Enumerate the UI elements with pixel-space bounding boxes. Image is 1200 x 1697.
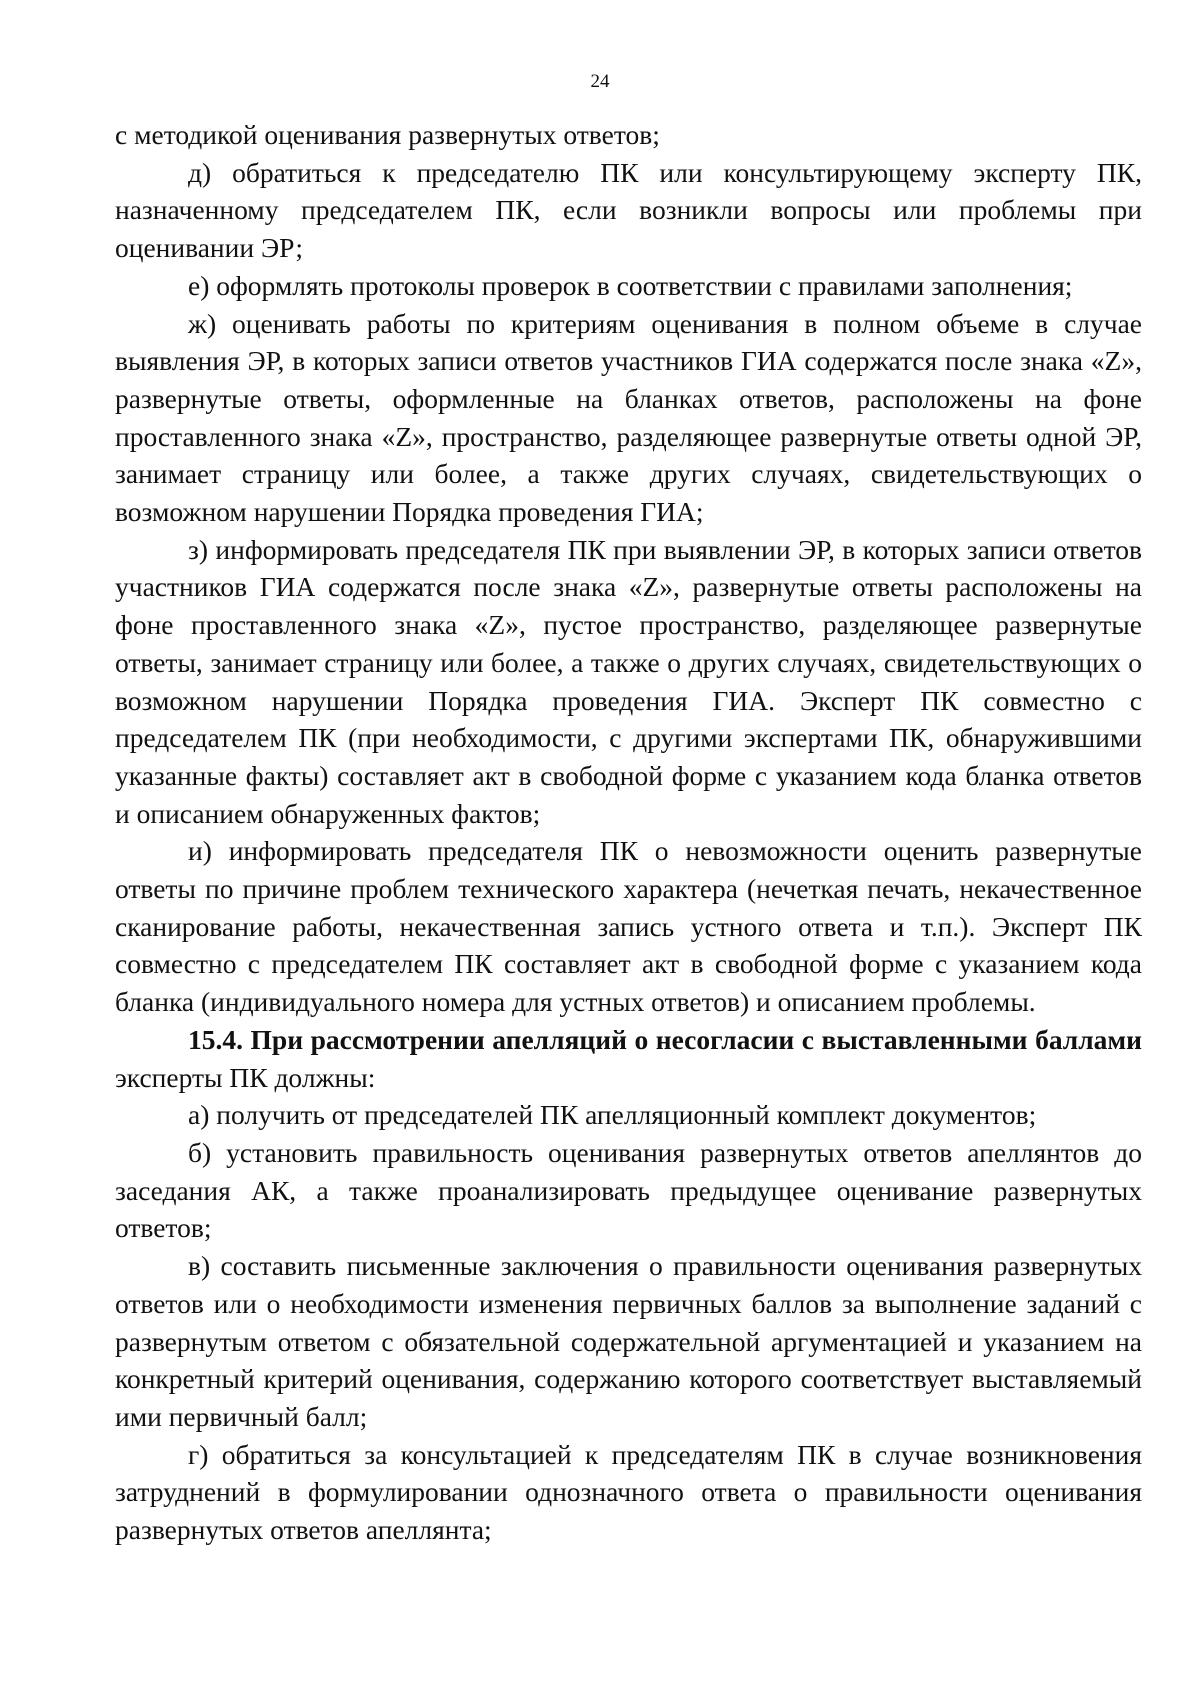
- paragraph-item-e: е) оформлять протоколы проверок в соответствии с правилами заполнения;: [188, 269, 1073, 301]
- paragraph-continuation: с методикой оценивания развернутых ответов;: [115, 119, 660, 150]
- paragraph-item-z: з) информировать председателя ПК при выявлении ЭР, в которых записи ответов участников ГИА содержатся после знака «Z», развернутые ответы расположены на фоне проставленного знака «Z», пустое пространство, разделяющее развернутые ответы, занимает страницу или более, а также о других случаях, свидетельствующих о возможном нарушении Порядка проведения ГИА. Эксперт ПК совместно с председателем ПК (при необходимости, с другими экспертами ПК, обнаружившими указанные факты) составляет акт в свободной форме с указанием кода бланка ответов и описанием обнаруженных фактов;: [115, 533, 1142, 829]
- paragraph-item-a: а) получить от председателей ПК апелляционный комплект документов;: [188, 1099, 1037, 1131]
- section-heading-rest: эксперты ПК должны:: [115, 1061, 376, 1093]
- section-heading-bold: 15.4. При рассмотрении апелляций о несогласии с выставленными баллами: [188, 1023, 1142, 1055]
- document-body: [115, 116, 1142, 1549]
- section-heading-15-4: [115, 1021, 1142, 1096]
- page-number: 24: [590, 71, 610, 92]
- paragraph-item-i: и) информировать председателя ПК о невозможности оценить развернутые ответы по причине проблем технического характера (нечеткая печать, некачественное сканирование работы, некачественная запись устного ответа и т.п.). Эксперт ПК совместно с председателем ПК составляет акт в свободной форме с указанием кода бланка (индивидуального номера для устных ответов) и описанием проблемы.: [115, 835, 1142, 1018]
- paragraph-item-b: б) установить правильность оценивания развернутых ответов апеллянтов до заседания АК, а также проанализировать предыдущее оценивание развернутых ответов;: [115, 1136, 1142, 1244]
- paragraph-item-v: в) составить письменные заключения о правильности оценивания развернутых ответов или о необходимости изменения первичных баллов за выполнение заданий с развернутым ответом с обязательной содержательной аргументацией и указанием на конкретный критерий оценивания, содержанию которого соответствует выставляемый ими первичный балл;: [115, 1250, 1142, 1432]
- paragraph-item-g: г) обратиться за консультацией к председателям ПК в случае возникновения затруднений в формулировании однозначного ответа о правильности оценивания развернутых ответов апеллянта;: [115, 1438, 1142, 1546]
- paragraph-item-d: д) обратиться к председателю ПК или консультирующему эксперту ПК, назначенному председателем ПК, если возникли вопросы или проблемы при оценивании ЭР;: [115, 156, 1142, 264]
- paragraph-item-zh: ж) оценивать работы по критериям оценивания в полном объеме в случае выявления ЭР, в которых записи ответов участников ГИА содержатся после знака «Z», развернутые ответы, оформленные на бланках ответов, расположены на фоне проставленного знака «Z», пространство, разделяющее развернутые ответы одной ЭР, занимает страницу или более, а также других случаях, свидетельствующих о возможном нарушении Порядка проведения ГИА;: [115, 307, 1142, 528]
